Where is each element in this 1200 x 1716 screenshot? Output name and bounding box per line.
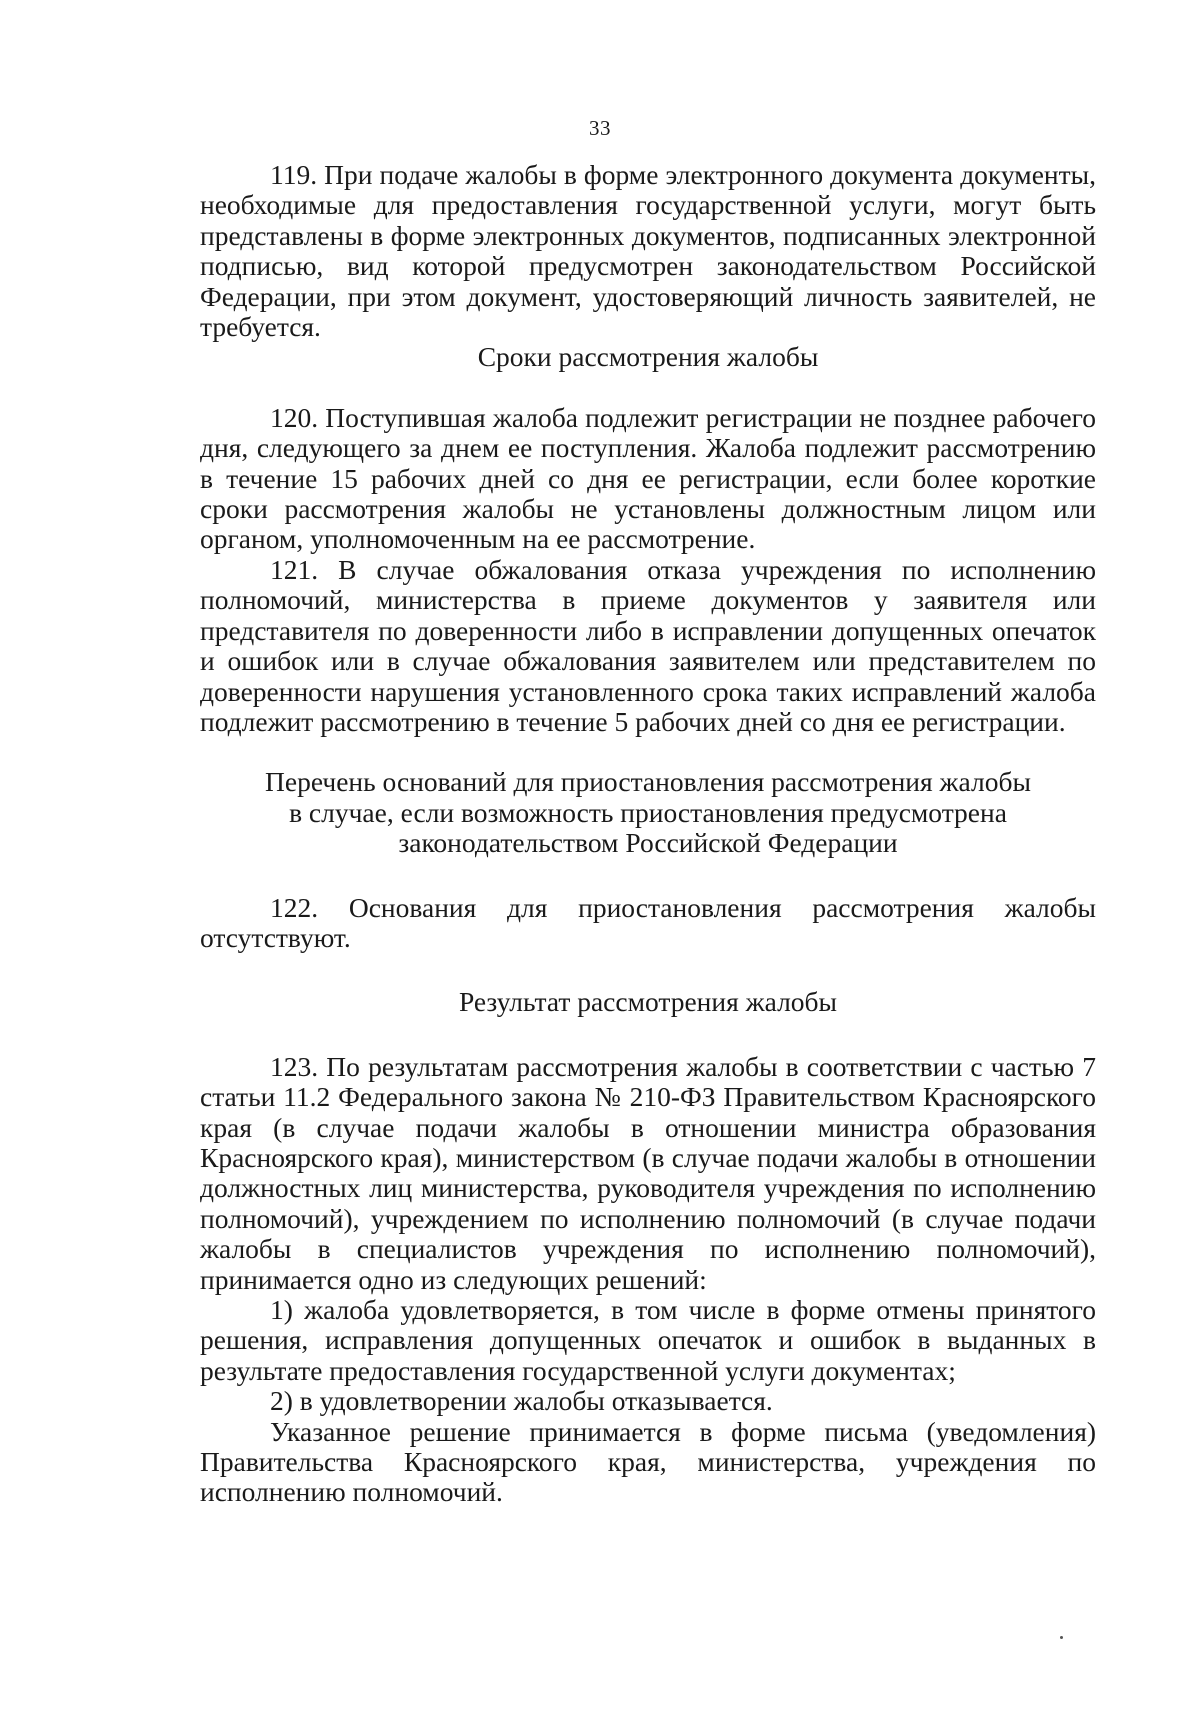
- heading-review-terms: Сроки рассмотрения жалобы: [477, 341, 819, 373]
- paragraph-decision: Указанное решение принимается в форме письма (уведомления) Правительства Красноярского края, министерства, учреждения по исполнению полномочий.: [200, 1415, 1096, 1508]
- list-item-2: 2) в удовлетворении жалобы отказывается.: [270, 1385, 773, 1417]
- heading-review-result: Результат рассмотрения жалобы: [458, 986, 838, 1018]
- heading-suspension-grounds: Перечень оснований для приостановления рассмотрения жалобы в случае, если возможность приостановления предусмотрена законодательством Российской Федерации: [265, 766, 1031, 859]
- list-item-1: 1) жалоба удовлетворяется, в том числе в форме отмены принятого решения, исправления допущенных опечаток и ошибок в выданных в результате предоставления государственной услуги документах;: [200, 1294, 1096, 1386]
- paragraph-122: 122. Основания для приостановления рассмотрения жалобы отсутствуют.: [200, 891, 1096, 953]
- page-number: 33: [589, 116, 611, 140]
- paragraph-121: 121. В случае обжалования отказа учреждения по исполнению полномочий, министерства в приеме документов у заявителя или представителя по доверенности либо в исправлении допущенных опечаток и ошибок или в случае обжалования заявителем или представителем по доверенности нарушения установленного срока таких исправлений жалоба подлежит рассмотрению в течение 5 рабочих дней со дня ее регистрации.: [200, 553, 1096, 737]
- paragraph-123: 123. По результатам рассмотрения жалобы в соответствии с частью 7 статьи 11.2 Федерального закона № 210-ФЗ Правительством Красноярского края (в случае подачи жалобы в отношении министра образования Красноярского края), министерством (в случае подачи жалобы в отношении должностных лиц министерства, руководителя учреждения по исполнению полномочий), учреждением по исполнению полномочий (в случае подачи жалобы в специалистов учреждения по исполнению полномочий), принимается одно из следующих решений:: [200, 1050, 1096, 1295]
- paragraph-119: 119. При подаче жалобы в форме электронного документа документы, необходимые для предоставления государственной услуги, могут быть представлены в форме электронных документов, подписанных электронной подписью, вид которой предусмотрен законодательством Российской Федерации, при этом документ, удостоверяющий личность заявителей, не требуется.: [200, 159, 1096, 343]
- paragraph-120: 120. Поступившая жалоба подлежит регистрации не позднее рабочего дня, следующего за днем ее поступления. Жалоба подлежит рассмотрению в течение 15 рабочих дней со дня ее регистрации, если более короткие сроки рассмотрения жалобы не установлены должностным лицом или органом, уполномоченным на ее рассмотрение.: [200, 401, 1096, 555]
- scan-speck: [1060, 1636, 1063, 1639]
- document-body: [200, 160, 1096, 1508]
